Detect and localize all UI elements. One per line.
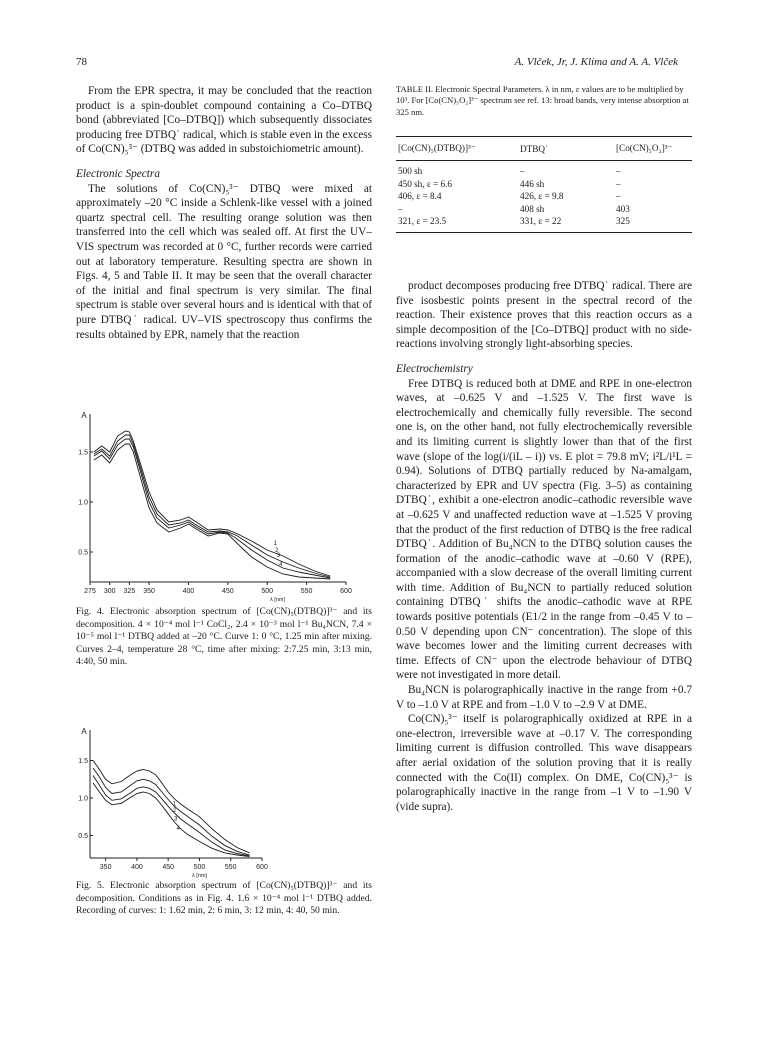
table-header-cell: [Co(CN)₅(DTBQ)]³⁻	[396, 137, 518, 161]
curve-label: 3	[173, 816, 178, 823]
series-line-1	[94, 431, 330, 576]
series-line-4	[93, 783, 249, 857]
curve-label: 2	[275, 548, 279, 554]
x-tick-label: 325	[123, 588, 136, 595]
x-tick-label: 275	[84, 588, 96, 595]
x-tick-label: 600	[340, 588, 352, 595]
table-row	[396, 178, 692, 191]
table-cell: 321, ε = 23.5	[396, 215, 518, 232]
table-cell: 331, ε = 22	[518, 215, 614, 232]
table-cell: –	[616, 178, 621, 189]
paragraph: From the EPR spectra, it may be concluded that the reaction product is a spin-doublet compound containing a Co–DTBQ bond (abbreviated [Co–DTBQ]) which subsequently dissociates producing free DTBQ˙ radical, which is stable even in the excess of Co(CN)₅³⁻ (DTBQ was added in substoichiometric amount).	[76, 85, 372, 156]
table-cell: 325	[614, 215, 692, 232]
paragraph: Bu₄NCN is polarographically inactive in the range from +0.7 V to –1.0 V at RPE and from –1.0 V to –2.9 V at DME.	[396, 684, 692, 711]
table-row	[396, 203, 692, 216]
curve-label: 4	[279, 562, 283, 568]
table-2-caption: TABLE II. Electronic Spectral Parameters. λ in nm, ε values are to be multiplied by 10³. For [Co(CN)₅O₂]³⁻ spectrum see ref. 13: broad bands, very intense absorption at 325 nm.	[396, 84, 689, 117]
series-line-3	[93, 776, 249, 856]
curve-label: 1	[172, 801, 177, 808]
series-line-3	[94, 439, 330, 578]
x-axis-label: λ [nm]	[191, 873, 207, 879]
table-header-row	[396, 137, 692, 161]
x-tick-label: 550	[224, 864, 237, 871]
table-cell: 408 sh	[520, 203, 545, 214]
figure-4-caption: Fig. 4. Electronic absorption spectrum of [Co(CN)₅(DTBQ)]³⁻ and its decomposition. 4 × 10⁻⁴ mol l⁻¹ CoCl₂, 2.4 × 10⁻³ mol l⁻¹ Bu₄NCN, 7.4 × 10⁻⁵ mol l⁻¹ DTBQ added at –20 °C. Curve 1: 0 °C, 1.25 min after mixing. Curves 2–4, temperature 28 °C, time after mixing: 2:7.25 min, 3:13 min, 4:40, 50 min.	[76, 606, 372, 668]
x-tick-label: 500	[261, 588, 274, 595]
y-tick-label: 1.0	[78, 499, 88, 507]
series-line-4	[94, 444, 330, 579]
section-heading-electronic-spectra: Electronic Spectra	[76, 167, 160, 180]
x-tick-label: 350	[99, 864, 112, 871]
curve-label: 4	[176, 826, 180, 832]
table-row	[396, 215, 692, 232]
paragraph: Co(CN)₅³⁻ itself is polarographically oxidized at RPE in a one-electron, irreversible wave at –0.17 V. The corresponding limiting current is diffusion controlled. This wave disappears after aerial oxidation of the solution proving that it is really connected with the Co(II) complex. On DME, Co(CN)₅³⁻ is polarographically inactive in the range from –1 V to –1.90 V (vide supra).	[396, 713, 692, 813]
figure-5-chart	[76, 726, 366, 879]
table-header-cell: DTBQ˙	[518, 137, 614, 161]
paragraph: Free DTBQ is reduced both at DME and RPE in one-electron waves, at –0.625 V and –1.525 V. The first wave is electrochemically and chemically fully reversible. The second one is, on the other hand, not fully electrochemically reversible and its limiting current is slightly lower than that of the first wave (slope of the log(i/(iL – i)) vs. E plot = 79.8 mV; i²L/i¹L = 0.94). Solutions of DTBQ partially reduced by Na-amalgam, characterized by EPR and UV spectra (Fig. 3–5) as containing DTBQ˙, exhibit a one-electron anodic–cathodic reversible wave at –0.625 V and unaffected reduction wave at –1.525 V proving that the product of the first reduction of DTBQ is the free radical DTBQ˙. Addition of Bu₄NCN to the DTBQ solution causes the formation of the anodic–cathodic wave at –0.60 V (RPE), accompanied with a slow decrease of the overall limiting current with time. Addition of Bu₄NCN to partially reduced solution containing DTBQ˙ shifts the anodic–cathodic wave at RPE towards positive potentials (E1/2 in the range from –0.45 V to –0.50 V depending upon CN⁻ concentration). The slope of this wave becomes lower and the limiting current decreases with time. Effects of CN⁻ upon the electrode behaviour of DTBQ were not investigated in more detail.	[396, 377, 692, 682]
section-heading-electrochemistry: Electrochemistry	[396, 362, 473, 375]
x-tick-label: 550	[300, 588, 313, 595]
x-tick-label: 300	[103, 588, 116, 595]
table-cell: 426, ε = 9.8	[520, 191, 564, 201]
table-cell: –	[616, 191, 621, 201]
table-cell: 450 sh, ε = 6.6	[398, 178, 452, 189]
page-number: 78	[76, 56, 87, 68]
x-tick-label: 450	[162, 864, 175, 871]
series-line-2	[93, 768, 249, 855]
y-tick-label: 0.5	[78, 549, 88, 557]
running-head: A. Vlček, Jr, J. Klíma and A. A. Vlček	[514, 56, 678, 68]
table-cell: 406, ε = 8.4	[398, 191, 442, 201]
x-tick-label: 400	[131, 864, 143, 871]
table-cell: 446 sh	[520, 178, 545, 189]
y-tick-label: 1.0	[78, 795, 88, 803]
x-tick-label: 400	[182, 588, 195, 595]
curve-label: 3	[276, 553, 281, 559]
x-tick-label: 450	[222, 588, 234, 595]
curve-label: 2	[172, 808, 177, 814]
x-axis-label: λ [nm]	[269, 597, 285, 603]
table-cell: 500 sh	[398, 166, 423, 176]
table-cell: –	[520, 166, 525, 176]
table-cell: –	[616, 166, 621, 176]
x-tick-label: 600	[256, 864, 268, 871]
x-tick-label: 350	[143, 588, 155, 595]
x-tick-label: 500	[193, 864, 206, 871]
y-tick-label: 1.5	[78, 449, 88, 457]
series-line-1	[93, 761, 249, 853]
table-row	[396, 161, 692, 178]
y-axis-label: A	[81, 727, 87, 736]
curve-label: 1	[273, 541, 277, 547]
figure-5-caption: Fig. 5. Electronic absorption spectrum of [Co(CN)₅(DTBQ)]³⁻ and its decomposition. Conditions as in Fig. 4. 1.6 × 10⁻⁴ mol l⁻¹ DTBQ added. Recording of curves: 1: 1.62 min, 2: 6 min, 3: 12 min, 4: 40, 50 min.	[76, 880, 372, 917]
figure-4-chart	[76, 410, 366, 603]
y-axis-label: A	[81, 411, 87, 420]
table-header-cell: [Co(CN)₅O₂]³⁻	[614, 137, 692, 161]
table-2	[396, 136, 692, 233]
table-cell: 403	[616, 203, 630, 214]
paragraph: product decomposes producing free DTBQ˙ radical. There are five isosbestic points present in the spectral record of the reaction. Their existence proves that this reaction occurs as a simple decomposition of the [Co–DTBQ] product with no side-reactions involving strongly light-absorbing species.	[396, 280, 692, 351]
right-column-text	[396, 279, 692, 814]
paragraph: The solutions of Co(CN)₅³⁻ DTBQ were mixed at approximately –20 °C inside a Schlenk-like vessel with a joined quartz spectral cell. The resulting orange solution was then transferred into the cell which was sealed off. At first the UV–VIS spectrum was recorded at 0 °C, further records were carried out at laboratory temperature. Resulting spectra are shown in Figs. 4, 5 and Table II. It may be seen that the overall character of the initial and final spectrum is very similar. The final spectrum is stable over several hours and is identical with that of pure DTBQ˙ radical. UV–VIS spectroscopy thus confirms the results obtained by EPR, namely that the reaction	[76, 182, 372, 341]
series-line-2	[94, 435, 330, 577]
table-row	[396, 190, 692, 203]
y-tick-label: 1.5	[78, 758, 88, 765]
y-tick-label: 0.5	[78, 833, 88, 840]
table-cell: –	[398, 203, 403, 214]
left-column-text	[76, 84, 372, 342]
